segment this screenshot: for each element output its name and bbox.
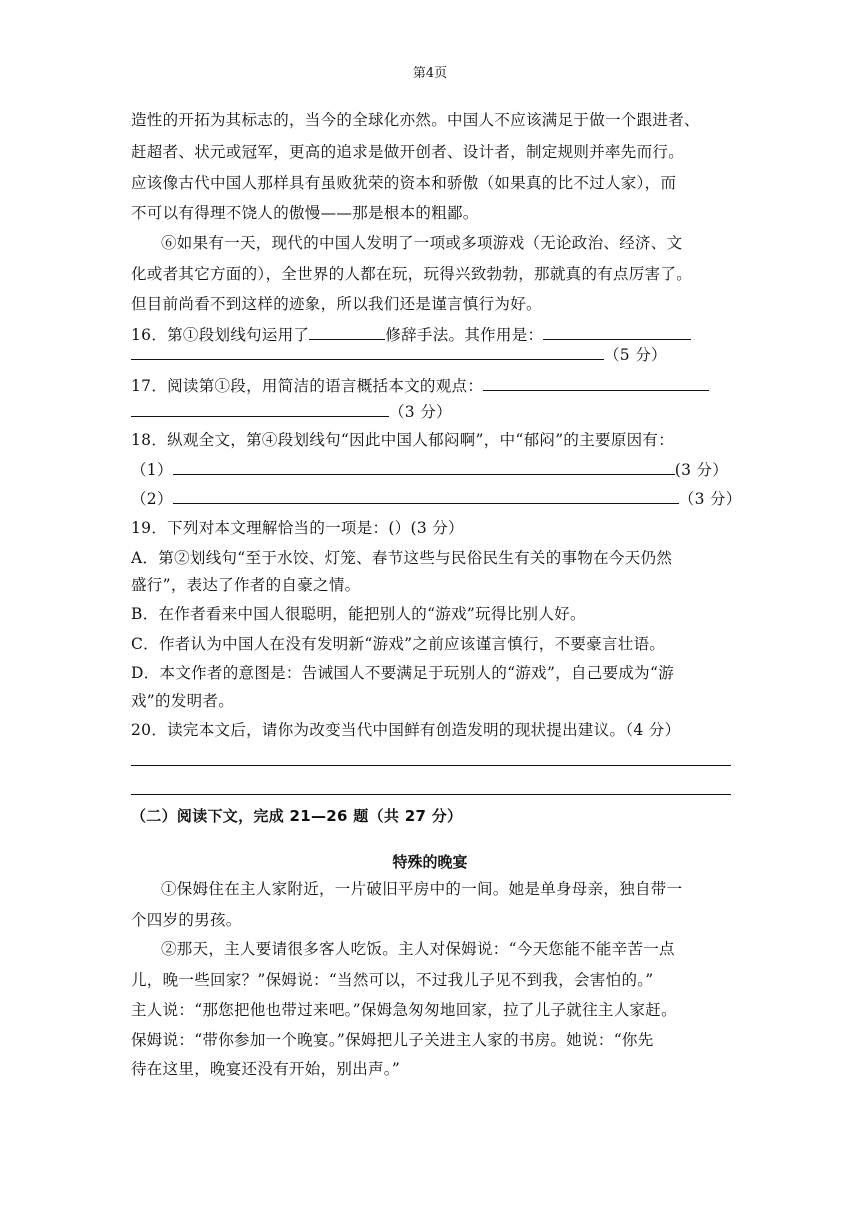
- question-16-stem: 16．第①段划线句运用了: [131, 326, 310, 344]
- answer-blank[interactable]: [173, 488, 679, 504]
- answer-blank[interactable]: [309, 324, 385, 340]
- question-19: 19．下列对本文理解恰当的一项是：(）(3 分）: [131, 519, 464, 537]
- score: （3 分）: [389, 403, 452, 421]
- option-b: B．在作者看来中国人很聪明，能把别人的“游戏”玩得比别人好。: [131, 605, 586, 623]
- passage-line: 赶超者、状元或冠军，更高的追求是做开创者、设计者，制定规则并率先而行。: [131, 143, 685, 161]
- answer-blank[interactable]: [483, 375, 709, 391]
- question-18-part2: [131, 488, 742, 509]
- passage-line: 不可以有得理不饶人的傲慢——那是根本的粗鄙。: [131, 204, 479, 222]
- answer-line[interactable]: [131, 794, 731, 795]
- question-17-stem: 17．阅读第①段，用简洁的语言概括本文的观点：: [131, 377, 484, 395]
- question-17-line2: [131, 401, 731, 422]
- question-16: [131, 324, 731, 345]
- passage-line: 应该像古代中国人那样具有虽败犹荣的资本和骄傲（如果真的比不过人家），而: [131, 174, 677, 192]
- answer-blank[interactable]: [173, 459, 675, 475]
- question-16-line2: [131, 344, 731, 365]
- passage-line: 儿，晚一些回家？”保姆说：“当然可以，不过我儿子见不到我，会害怕的。”: [131, 971, 654, 989]
- option-d: D．本文作者的意图是：告诫国人不要满足于玩别人的“游戏”，自己要成为“游: [131, 664, 675, 682]
- question-18-part1: [131, 459, 731, 480]
- score: （3 分）: [678, 490, 742, 508]
- passage-line: ⑥如果有一天，现代的中国人发明了一项或多项游戏（无论政治、经济、文: [161, 234, 683, 252]
- score: (3 分）: [674, 461, 729, 479]
- answer-blank[interactable]: [543, 324, 691, 340]
- item-number: （1）: [131, 461, 173, 479]
- question-16-stem-b: 修辞手法。其作用是：: [385, 326, 544, 344]
- question-17: [131, 375, 731, 396]
- passage-line: 化或者其它方面的），全世界的人都在玩，玩得兴致勃勃，那就真的有点厉害了。: [131, 265, 693, 283]
- option-a: A．第②划线句“至于水饺、灯笼、春节这些与民俗民生有关的事物在今天仍然: [131, 549, 673, 567]
- passage-line: 保姆说：“带你参加一个晚宴。”保姆把儿子关进主人家的书房。她说：“你先: [131, 1031, 654, 1049]
- answer-blank[interactable]: [131, 401, 389, 417]
- question-20: 20．读完本文后，请你为改变当代中国鲜有创造发明的现状提出建议。（4 分）: [131, 721, 681, 739]
- page-number: 第4页: [412, 66, 448, 81]
- section-heading: （二）阅读下文，完成 21—26 题（共 27 分）: [131, 807, 463, 825]
- option-c: C．作者认为中国人在没有发明新“游戏”之前应该谨言慎行，不要豪言壮语。: [131, 635, 666, 653]
- item-number: （2）: [131, 490, 173, 508]
- passage-line: 主人说：“那您把他也带过来吧。”保姆急匆匆地回家，拉了儿子就往主人家赶。: [131, 1001, 677, 1019]
- passage-line: 造性的开拓为其标志的，当今的全球化亦然。中国人不应该满足于做一个跟进者、: [131, 111, 700, 129]
- answer-blank[interactable]: [131, 344, 604, 360]
- option-d-cont: 戏”的发明者。: [131, 692, 235, 710]
- passage-line: ①保姆住在主人家附近，一片破旧平房中的一间。她是单身母亲，独自带一: [161, 880, 683, 898]
- option-a-cont: 盛行”，表达了作者的自豪之情。: [131, 576, 361, 594]
- question-18: 18．纵观全文，第④段划线句“因此中国人郁闷啊”，中“郁闷”的主要原因有：: [131, 431, 675, 449]
- answer-line[interactable]: [131, 765, 731, 766]
- passage-line: 个四岁的男孩。: [131, 911, 242, 929]
- passage-line: 待在这里，晚宴还没有开始，别出声。”: [131, 1060, 401, 1078]
- passage-line: ②那天，主人要请很多客人吃饭。主人对保姆说：“今天您能不能辛苦一点: [161, 940, 675, 958]
- score: （5 分）: [604, 346, 667, 364]
- passage-line: 但目前尚看不到这样的迹象，所以我们还是谨言慎行为好。: [131, 295, 542, 313]
- article-title: 特殊的晚宴: [392, 853, 468, 871]
